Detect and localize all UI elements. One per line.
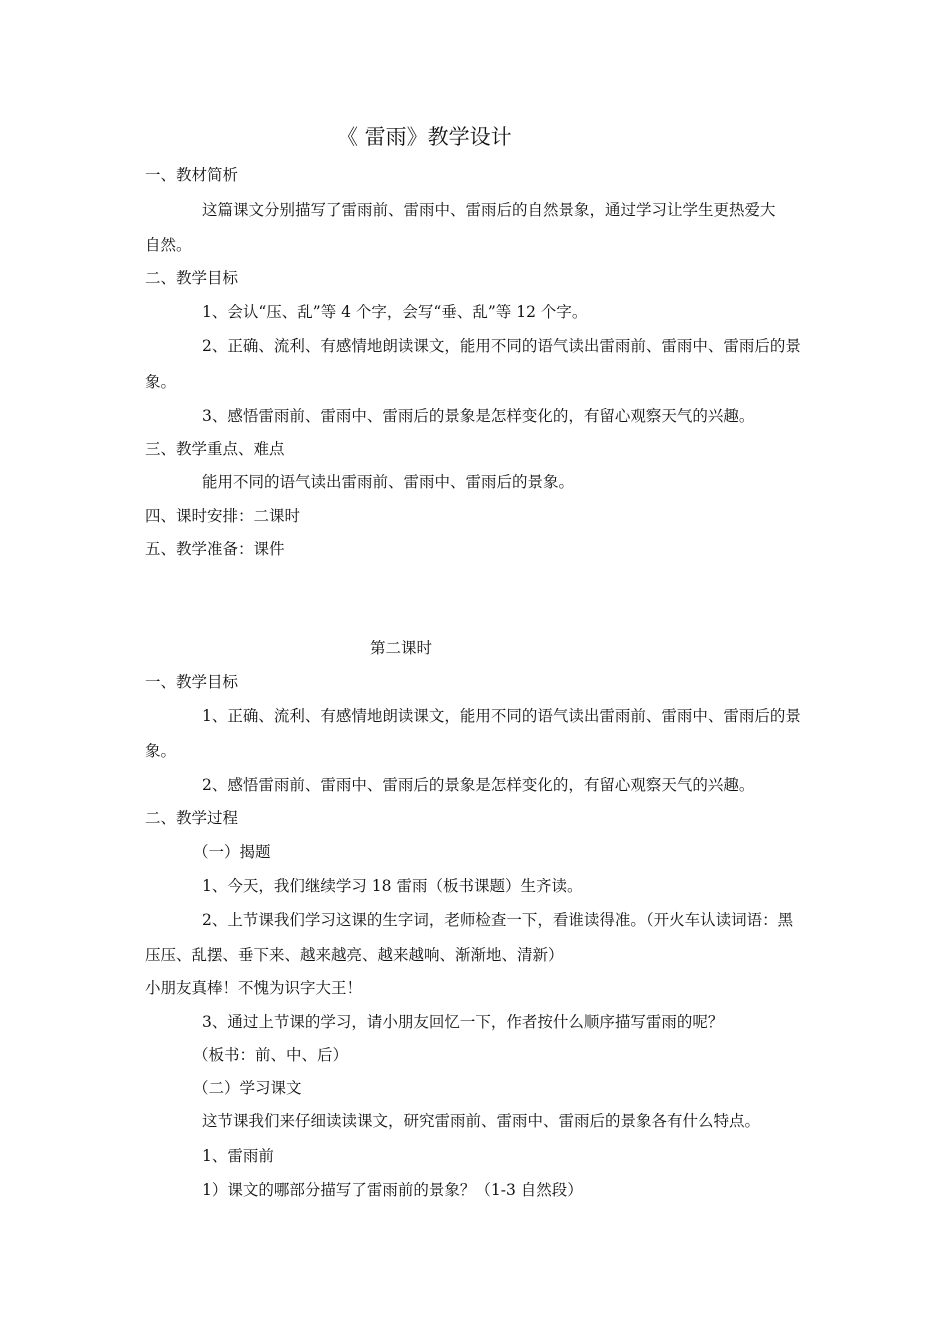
goal-item-3: 3、感悟雷雨前、雷雨中、雷雨后的景象是怎样变化的，有留心观察天气的兴趣。	[202, 407, 755, 425]
part-2-intro: 这节课我们来仔细读读课文，研究雷雨前、雷雨中、雷雨后的景象各有什么特点。	[202, 1112, 761, 1130]
goal-item-1: 1、会认“压、乱”等 4 个字，会写“垂、乱”等 12 个字。	[202, 303, 588, 321]
paragraph-key-points: 能用不同的语气读出雷雨前、雷雨中、雷雨后的景象。	[202, 473, 575, 491]
step-1: 1、今天，我们继续学习 18 雷雨（板书课题）生齐读。	[202, 877, 583, 895]
step-2-cont: 压压、乱摆、垂下来、越来越亮、越来越响、渐渐地、清新）	[145, 946, 564, 964]
lesson-2-process-heading: 二、教学过程	[145, 809, 239, 827]
part-1-heading: （一）揭题	[193, 843, 271, 861]
section-heading-preparation: 五、教学准备：课件	[145, 540, 285, 558]
section-heading-textbook-analysis: 一、教材简析	[145, 166, 239, 184]
goal-item-2: 2、正确、流利、有感情地朗读课文，能用不同的语气读出雷雨前、雷雨中、雷雨后的景	[202, 337, 801, 355]
section-heading-teaching-goals: 二、教学目标	[145, 269, 239, 287]
section-heading-schedule: 四、课时安排：二课时	[145, 507, 301, 525]
praise-line: 小朋友真棒！不愧为识字大王！	[145, 979, 363, 997]
paragraph-textbook-analysis: 这篇课文分别描写了雷雨前、雷雨中、雷雨后的自然景象，通过学习让学生更热爱大	[202, 201, 776, 219]
part-2-heading: （二）学习课文	[193, 1079, 302, 1097]
section-heading-key-points: 三、教学重点、难点	[145, 440, 285, 458]
board-note: （板书：前、中、后）	[193, 1046, 349, 1064]
goal-item-2-cont: 象。	[145, 373, 177, 391]
lesson-2-goal-heading: 一、教学目标	[145, 673, 239, 691]
document-title: 《 雷雨》教学设计	[337, 125, 512, 149]
sub-1-heading: 1、雷雨前	[202, 1147, 274, 1165]
lesson-2-goal-item-1-cont: 象。	[145, 742, 177, 760]
step-3: 3、通过上节课的学习，请小朋友回忆一下，作者按什么顺序描写雷雨的呢？	[202, 1013, 724, 1031]
lesson-2-goal-item-2: 2、感悟雷雨前、雷雨中、雷雨后的景象是怎样变化的，有留心观察天气的兴趣。	[202, 776, 755, 794]
lesson-2-goal-item-1: 1、正确、流利、有感情地朗读课文，能用不同的语气读出雷雨前、雷雨中、雷雨后的景	[202, 707, 801, 725]
sub-1-question-1: 1）课文的哪部分描写了雷雨前的景象？（1-3 自然段）	[202, 1181, 583, 1199]
lesson-2-heading: 第二课时	[370, 639, 433, 657]
paragraph-textbook-analysis-cont: 自然。	[145, 236, 192, 254]
step-2: 2、上节课我们学习这课的生字词，老师检查一下，看谁读得准。（开火车认读词语：黑	[202, 911, 794, 929]
